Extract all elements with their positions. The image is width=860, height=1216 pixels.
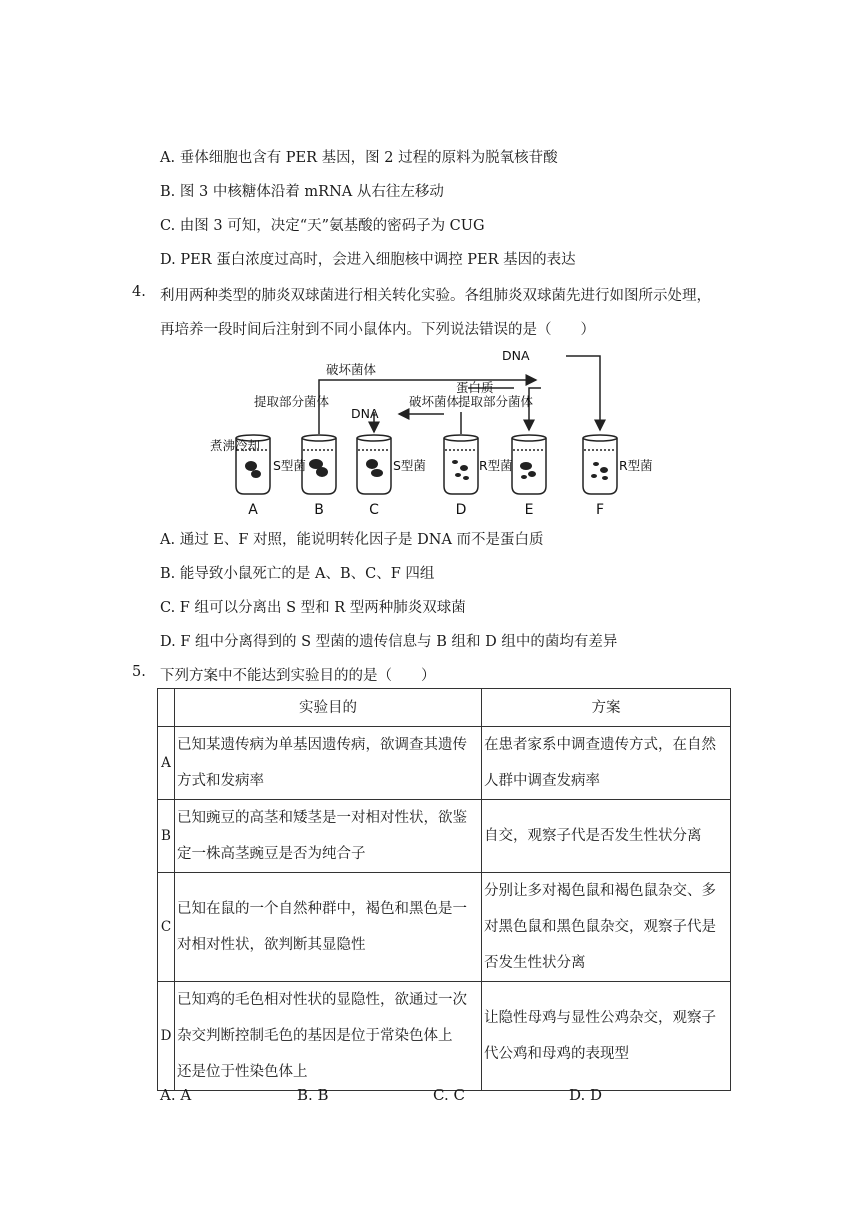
q5-stem: 下列方案中不能达到实验目的的是（ ） (160, 668, 436, 684)
row-label: B (158, 800, 175, 873)
q4-option-a: A. 通过 E、F 对照，能说明转化因子是 DNA 而不是蛋白质 (160, 532, 544, 548)
q4-number: 4. (132, 284, 146, 300)
label-extract-d: 提取部分菌体 (458, 394, 534, 409)
row-purpose: 已知在鼠的一个自然种群中，褐色和黑色是一 对相对性状，欲判断其显隐性 (175, 873, 482, 982)
q5-answer-c: C. C (433, 1086, 465, 1104)
header-purpose: 实验目的 (175, 689, 482, 727)
table-row (158, 727, 731, 800)
label-protein: 蛋白质 (456, 380, 494, 395)
label-break-top: 破坏菌体 (326, 362, 377, 377)
row-plan: 分别让多对褐色鼠和褐色鼠杂交、多 对黑色鼠和黑色鼠杂交，观察子代是 否发生性状分离 (482, 873, 731, 982)
tube-f (583, 438, 617, 494)
label-c-s: S型菌 (393, 458, 426, 473)
q3-option-c: C. 由图 3 可知，决定“天”氨基酸的密码子为 CUG (160, 218, 485, 234)
tube-label-b: B (314, 502, 324, 518)
row-label: C (158, 873, 175, 982)
header-plan: 方案 (482, 689, 731, 727)
q5-answer-a: A. A (160, 1086, 192, 1104)
tube-label-f: F (595, 502, 605, 518)
label-b-s: S型菌 (273, 458, 306, 473)
q3-option-a: A. 垂体细胞也含有 PER 基因，图 2 过程的原料为脱氧核苷酸 (160, 150, 558, 166)
label-dna-f: DNA (502, 348, 530, 363)
tube-label-e: E (524, 502, 534, 518)
label-dna-c: DNA (351, 406, 379, 421)
q4-stem-line2: 再培养一段时间后注射到不同小鼠体内。下列说法错误的是（ ） (160, 322, 595, 338)
row-purpose: 已知某遗传病为单基因遗传病，欲调查其遗传 方式和发病率 (175, 727, 482, 800)
tube-d (444, 438, 478, 494)
q4-option-c: C. F 组可以分离出 S 型和 R 型两种肺炎双球菌 (160, 600, 466, 616)
q5-answer-d: D. D (569, 1086, 603, 1104)
table-row (158, 982, 731, 1091)
q5-answer-b: B. B (297, 1086, 329, 1104)
q5-table (157, 688, 731, 1091)
label-extract-b: 提取部分菌体 (254, 394, 330, 409)
label-d-r: R型菌 (479, 458, 513, 473)
tube-label-a: A (248, 502, 258, 518)
label-f-r: R型菌 (619, 458, 653, 473)
table-header-row (158, 689, 731, 727)
q4-option-d: D. F 组中分离得到的 S 型菌的遗传信息与 B 组和 D 组中的菌均有差异 (160, 634, 618, 650)
tube-label-d: D (455, 502, 467, 518)
tube-label-c: C (369, 502, 379, 518)
row-purpose: 已知鸡的毛色相对性状的显隐性，欲通过一次 杂交判断控制毛色的基因是位于常染色体上 还是位于性染色体上 (175, 982, 482, 1091)
table-row (158, 873, 731, 982)
row-purpose: 已知豌豆的高茎和矮茎是一对相对性状，欲鉴 定一株高茎豌豆是否为纯合子 (175, 800, 482, 873)
row-plan: 自交，观察子代是否发生性状分离 (482, 800, 731, 873)
row-label: A (158, 727, 175, 800)
row-plan: 在患者家系中调查遗传方式，在自然 人群中调查发病率 (482, 727, 731, 800)
label-break-mid: 破坏菌体 (409, 394, 460, 409)
row-plan: 让隐性母鸡与显性公鸡杂交，观察子 代公鸡和母鸡的表现型 (482, 982, 731, 1091)
q5-number: 5. (132, 664, 146, 680)
q3-option-b: B. 图 3 中核糖体沿着 mRNA 从右往左移动 (160, 184, 444, 200)
row-label: D (158, 982, 175, 1091)
q4-experiment-figure (196, 346, 666, 518)
q4-option-b: B. 能导致小鼠死亡的是 A、B、C、F 四组 (160, 566, 435, 582)
q3-option-d: D. PER 蛋白浓度过高时，会进入细胞核中调控 PER 基因的表达 (160, 252, 576, 268)
table-row (158, 800, 731, 873)
q4-stem-line1: 利用两种类型的肺炎双球菌进行相关转化实验。各组肺炎双球菌先进行如图所示处理， (160, 288, 711, 304)
label-boil-cool: 煮沸冷却 (210, 438, 261, 453)
